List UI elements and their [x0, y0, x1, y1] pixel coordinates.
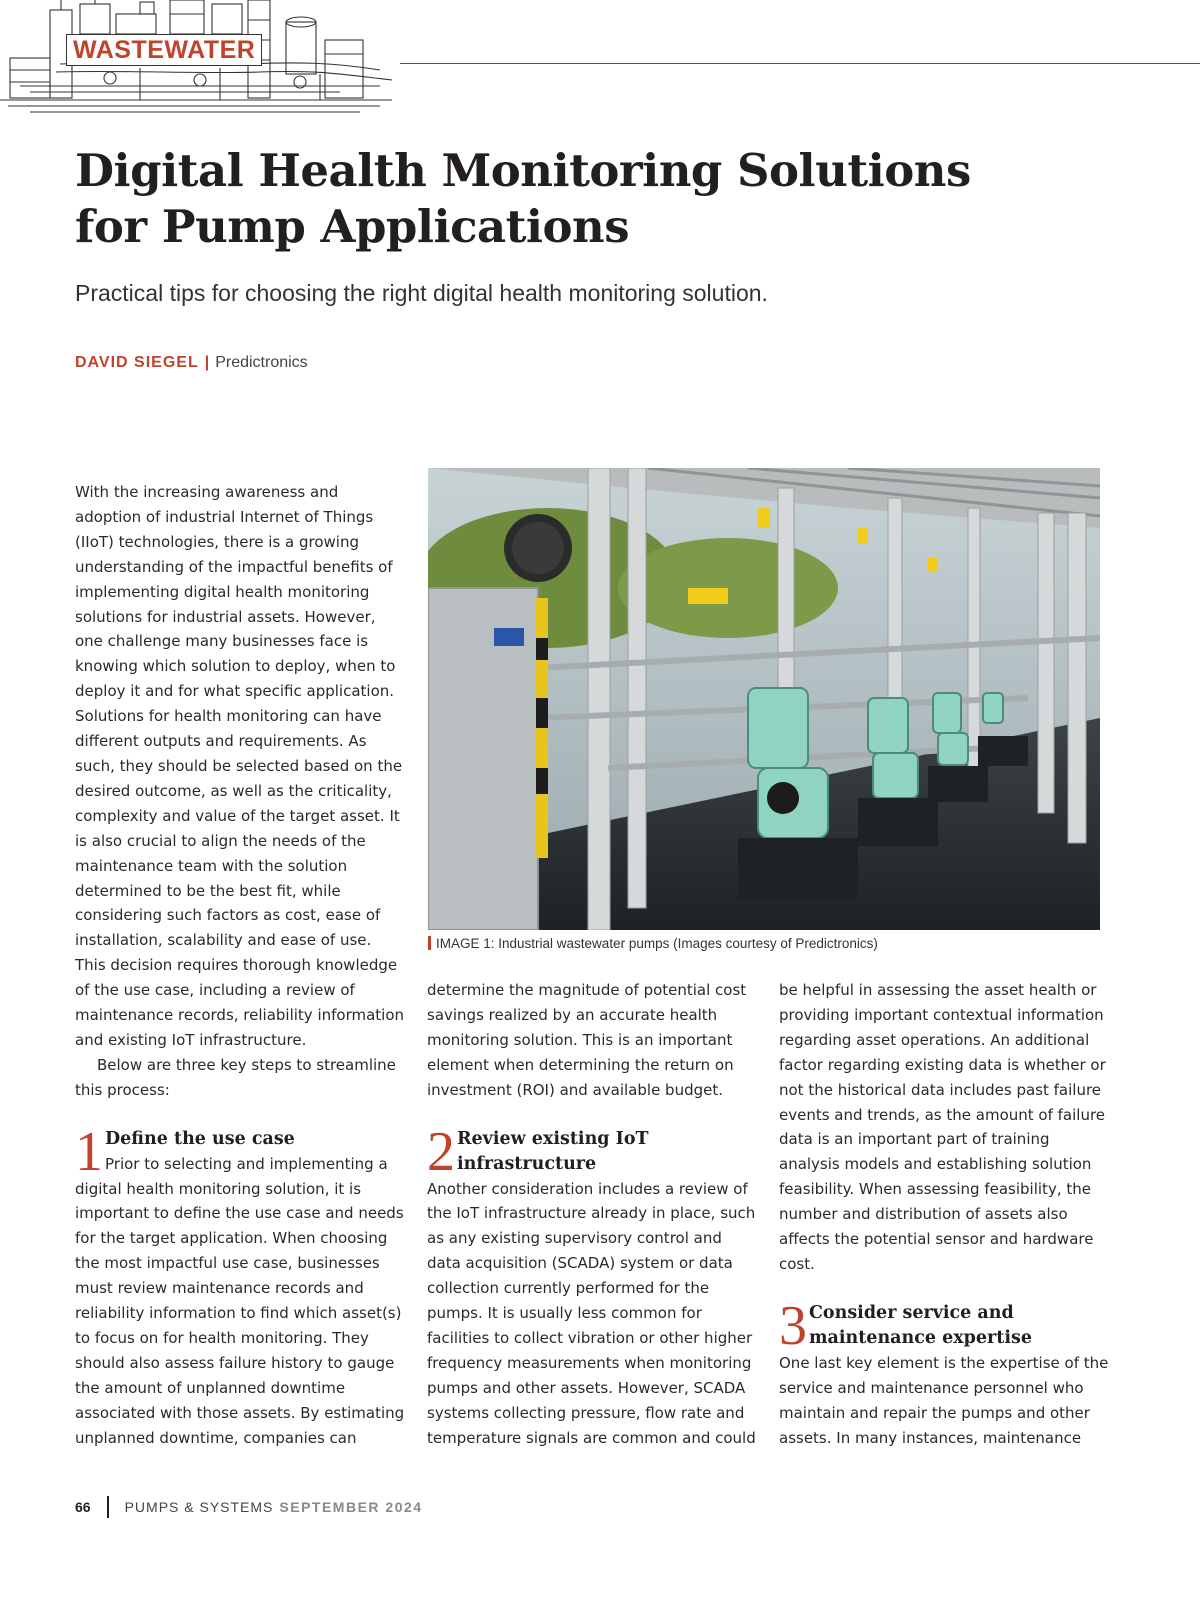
column-3-top-paragraph: be helpful in assessing the asset health or providing important contextual information regarding asset operations. An additional factor regarding existing data is whether or not the historical data includes past failure events and trends, as the amount of failure data is an important part of training analysis models and establishing solution feasibility. When assessing feasibility, the number and distribution of assets also affects the potential sensor and hardware cost.	[779, 981, 1106, 1273]
header-rule	[400, 63, 1200, 64]
image-caption	[428, 936, 878, 951]
byline	[75, 354, 308, 372]
magazine-name: PUMPS & SYSTEMS	[124, 1499, 274, 1515]
step-3-text: One last key element is the expertise of the service and maintenance personnel who maintain and repair the pumps and other assets. In many instances, maintenance	[779, 1353, 1109, 1447]
article-title-line-1: Digital Health Monitoring Solutions	[75, 144, 971, 197]
author-name: DAVID SIEGEL	[75, 354, 199, 371]
step-2-title: Review existing IoT infrastructure	[457, 1128, 649, 1174]
step-1-text: Prior to selecting and implementing a digital health monitoring solution, it is important to define the use case and needs for the target application. When choosing the most impactful use case, businesses must review maintenance records and reliability information to find which asset(s) to focus on for health monitoring. They should also assess failure history to gauge the amount of unplanned downtime associated with those assets. By estimating unplanned downtime, companies can	[75, 1154, 405, 1447]
pump-photo	[428, 468, 1100, 930]
page-footer	[75, 1496, 423, 1518]
issue-date: SEPTEMBER 2024	[279, 1499, 423, 1515]
author-affiliation: Predictronics	[215, 354, 308, 371]
article-title-line-2: for Pump Applications	[75, 200, 630, 253]
step-1	[75, 1120, 405, 1451]
section-tag: WASTEWATER	[66, 34, 262, 66]
step-3-title: Consider service and maintenance expertise	[809, 1302, 1032, 1348]
page-number: 66	[75, 1499, 91, 1515]
intro-paragraph: With the increasing awareness and adoption of industrial Internet of Things (IIoT) technologies, there is a growing understanding of the impactful benefits of implementing digital health monitoring solutions for industrial assets. However, one challenge many businesses face is knowing which solution to deploy, when to deploy it and for what specific application. Solutions for health monitoring can have different outputs and requirements. As such, they should be selected based on the desired outcome, as well as the criticality, complexity and value of the target asset. It is also crucial to align the needs of the maintenance team with the solution determined to be the best fit, while considering such factors as cost, ease of installation, scalability and ease of use. This decision requires thorough knowledge of the use case, including a review of maintenance records, reliability information and existing IoT infrastructure.	[75, 483, 405, 1049]
image-caption-text: IMAGE 1: Industrial wastewater pumps (Images courtesy of Predictronics)	[436, 936, 878, 951]
text-column-1	[75, 480, 405, 1451]
step-1-title: Define the use case	[105, 1128, 295, 1149]
column-2-top-paragraph: determine the magnitude of potential cost savings realized by an accurate health monitoring solution. This is an important element when determining the return on investment (ROI) and available budget.	[427, 981, 747, 1099]
step-2-text: Another consideration includes a review of the IoT infrastructure already in place, such as any existing supervisory control and data acquisition (SCADA) system or data collection currently performed for the pumps. It is usually less common for facilities to collect vibration or other higher frequency measurements when monitoring pumps and other assets. However, SCADA systems collecting pressure, flow rate and temperature signals are common and could	[427, 1179, 756, 1447]
step-3	[779, 1294, 1109, 1451]
text-column-2	[427, 978, 757, 1451]
step-2	[427, 1120, 757, 1451]
wastewater-pumps-image	[428, 468, 1100, 930]
step-3-number: 3	[779, 1294, 807, 1357]
article-title	[75, 143, 1075, 255]
step-1-number: 1	[75, 1120, 103, 1183]
step-2-number: 2	[427, 1120, 455, 1183]
intro-paragraph-2: Below are three key steps to streamline this process:	[75, 1055, 396, 1099]
article-subtitle: Practical tips for choosing the right digital health monitoring solution.	[75, 280, 768, 306]
footer-divider	[107, 1496, 109, 1518]
caption-marker	[428, 936, 431, 950]
byline-separator: |	[204, 354, 210, 371]
text-column-3	[779, 978, 1109, 1451]
